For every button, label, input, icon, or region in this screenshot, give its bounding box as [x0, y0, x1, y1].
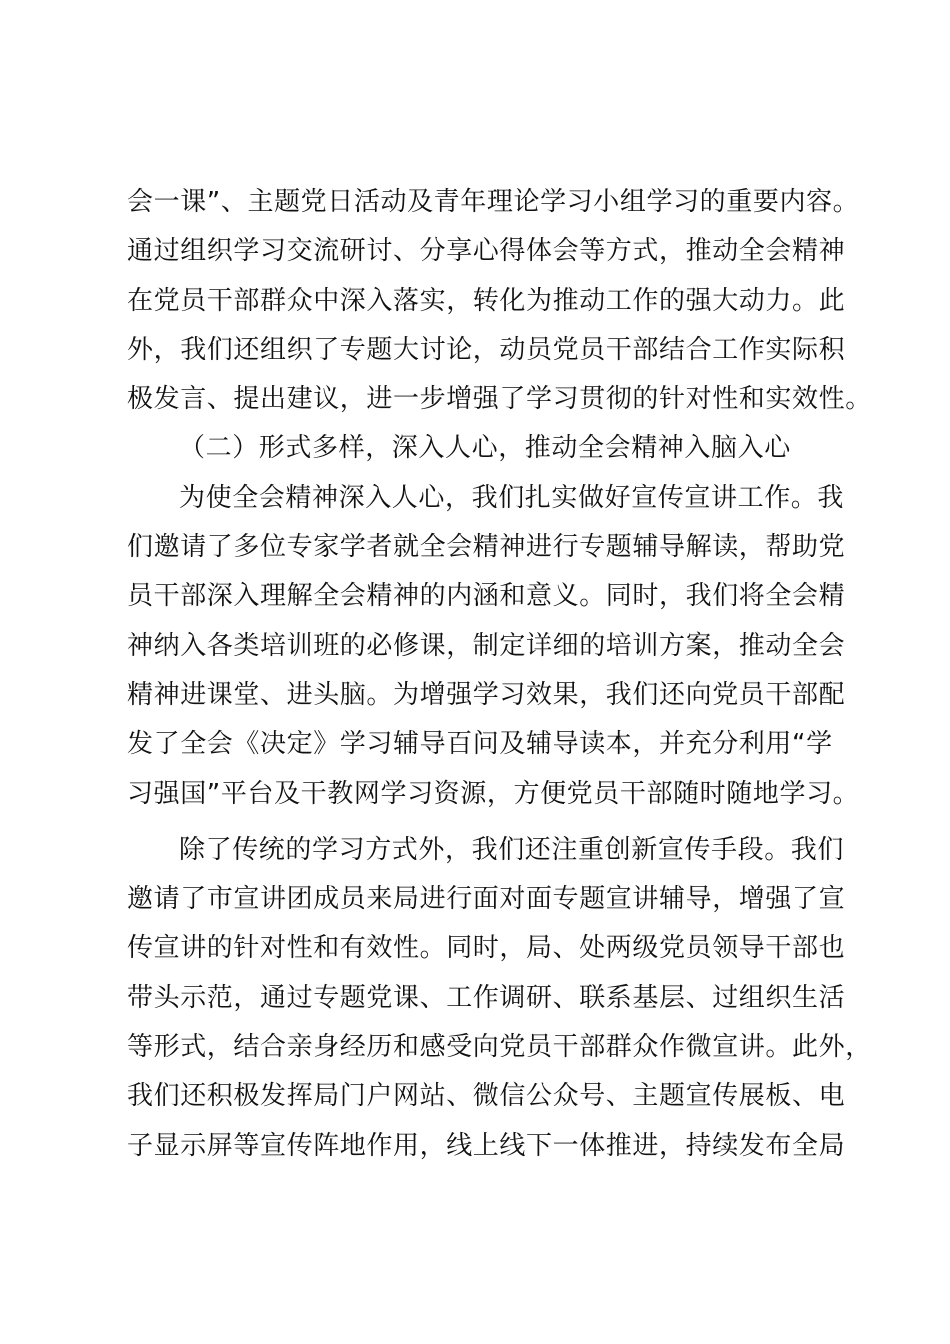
- text-line: 习强国”平台及干教网学习资源，方便党员干部随时随地学习。: [127, 778, 860, 809]
- text-line: 在党员干部群众中深入落实，转化为推动工作的强大动力。此: [127, 285, 846, 316]
- text-line: 邀请了市宣讲团成员来局进行面对面专题宣讲辅导，增强了宣: [127, 884, 846, 915]
- text-line: 神纳入各类培训班的必修课，制定详细的培训方案，推动全会: [127, 630, 846, 661]
- text-line: 员干部深入理解全会精神的内涵和意义。同时，我们将全会精: [127, 581, 846, 612]
- text-line: 子显示屏等宣传阵地作用，线上线下一体推进，持续发布全局: [127, 1130, 846, 1161]
- text-line: 传宣讲的针对性和有效性。同时，局、处两级党员领导干部也: [127, 933, 846, 964]
- text-line: 们邀请了多位专家学者就全会精神进行专题辅导解读，帮助党: [127, 532, 846, 563]
- text-line: 精神进课堂、进头脑。为增强学习效果，我们还向党员干部配: [127, 679, 846, 710]
- text-line: 通过组织学习交流研讨、分享心得体会等方式，推动全会精神: [127, 236, 846, 267]
- text-line: 极发言、提出建议，进一步增强了学习贯彻的针对性和实效性。: [127, 384, 872, 415]
- document-body: [127, 178, 872, 1171]
- text-line: 发了全会《决定》学习辅导百问及辅导读本，并充分利用“学: [127, 729, 833, 760]
- text-line: 外，我们还组织了专题大讨论，动员党员干部结合工作实际积: [127, 334, 846, 365]
- text-line: 我们还积极发挥局门户网站、微信公众号、主题宣传展板、电: [127, 1081, 846, 1112]
- section-heading: （二）形式多样，深入人心，推动全会精神入脑入心: [179, 433, 791, 464]
- text-line: 等形式，结合亲身经历和感受向党员干部群众作微宣讲。此外，: [127, 1032, 872, 1063]
- text-line: 带头示范，通过专题党课、工作调研、联系基层、过组织生活: [127, 982, 846, 1013]
- text-line: 除了传统的学习方式外，我们还注重创新宣传手段。我们: [179, 834, 845, 865]
- text-line: 会一课”、主题党日活动及青年理论学习小组学习的重要内容。: [127, 187, 860, 217]
- text-line: 为使全会精神深入人心，我们扎实做好宣传宣讲工作。我: [179, 482, 845, 513]
